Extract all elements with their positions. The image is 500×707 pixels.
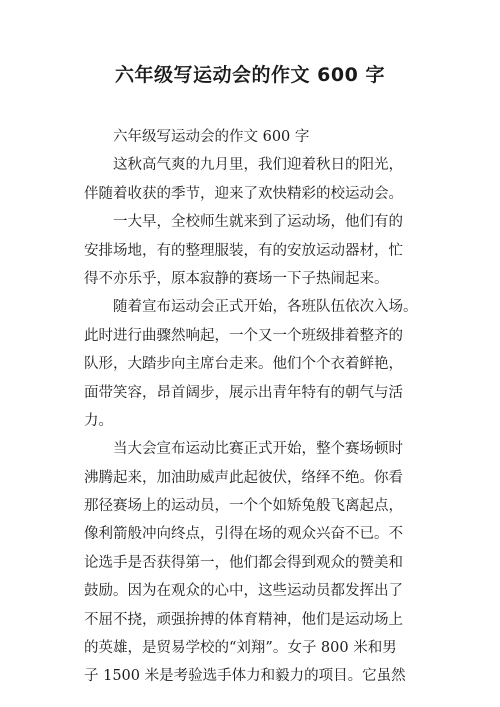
text-line: 安排场地，有的整理服装，有的安放运动器材，忙 <box>84 242 403 259</box>
text-line: 得不亦乐乎，原本寂静的赛场一下子热闹起来。 <box>84 270 389 287</box>
text-line: 随着宣布运动会正式开始，各班队伍依次入场。 <box>113 299 418 316</box>
text-line: 不屈不挠，顽强拚搏的体育精神，他们是运动场上 <box>84 611 403 628</box>
text-line: 子 1500 米是考验选手体力和毅力的项目。它虽然 <box>84 668 406 685</box>
text-line: 伴随着收获的季节，迎来了欢快精彩的校运动会。 <box>84 185 403 202</box>
text-line: 沸腾起来，加油助威声此起彼伏，络绎不绝。你看 <box>84 469 403 486</box>
text-line: 论选手是否获得第一，他们都会得到观众的赞美和 <box>84 554 403 571</box>
text-line: 当大会宣布运动比赛正式开始，整个赛场顿时 <box>113 441 403 458</box>
document-title: 六年级写运动会的作文 600 字 <box>115 64 385 86</box>
text-line: 面带笑容，昂首阔步，展示出青年特有的朝气与活 <box>84 384 403 401</box>
document-body <box>84 123 424 691</box>
text-line: 这秋高气爽的九月里，我们迎着秋日的阳光， <box>113 157 403 174</box>
text-line: 此时进行曲骤然响起，一个又一个班级排着整齐的 <box>84 327 403 344</box>
text-line: 那径赛场上的运动员，一个个如矫兔般飞离起点， <box>84 498 403 515</box>
text-line: 像利箭般冲向终点，引得在场的观众兴奋不已。不 <box>84 526 403 543</box>
text-line: 一大早，全校师生就来到了运动场，他们有的 <box>113 214 403 231</box>
text-line: 的英雄，是贸易学校的“刘翔”。女子 800 米和男 <box>84 640 397 657</box>
text-line: 六年级写运动会的作文 600 字 <box>113 129 310 145</box>
text-line: 鼓励。因为在观众的心中，这些运动员都发挥出了 <box>84 583 403 600</box>
text-line: 力。 <box>84 412 113 429</box>
text-line: 队形，大踏步向主席台走来。他们个个衣着鲜艳， <box>84 356 403 373</box>
